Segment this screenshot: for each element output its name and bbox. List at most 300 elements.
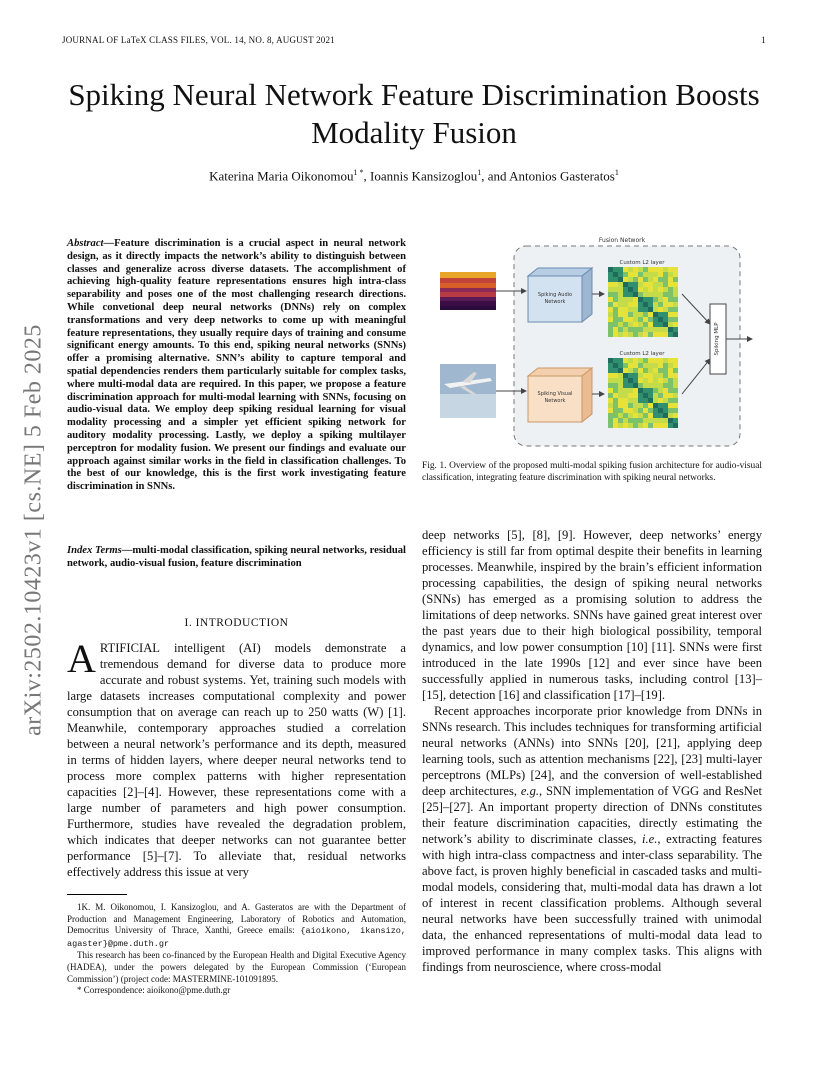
heatmap-cell <box>658 317 663 322</box>
heatmap-cell <box>628 312 633 317</box>
heatmap-cell <box>628 403 633 408</box>
heatmap-cell <box>658 373 663 378</box>
heatmap-cell <box>638 312 643 317</box>
heatmap-cell <box>663 388 668 393</box>
heatmap-cell <box>623 363 628 368</box>
heatmap-cell <box>608 398 613 403</box>
heatmap-cell <box>668 403 673 408</box>
heatmap-cell <box>653 358 658 363</box>
right-p2-part-a: Recent approaches incorporate prior knowledge from DNNs in SNNs research. This includes techniques for transforming artificial neural networks (ANNs) into SNNs [20], [21], applying deep learning tools, such as attention mechanisms [22], [23] multi-layer perceptrons (MLPs) [24], and the conversion of well-established deep architectures, <box>422 704 762 798</box>
heatmap-cell <box>638 373 643 378</box>
heatmap-cell <box>618 418 623 423</box>
heatmap-cell <box>623 287 628 292</box>
heatmap-cell <box>633 368 638 373</box>
heatmap-cell <box>663 373 668 378</box>
heatmap-cell <box>628 287 633 292</box>
heatmap-cell <box>653 322 658 327</box>
heatmap-cell <box>653 282 658 287</box>
heatmap-cell <box>643 277 648 282</box>
abstract <box>67 238 406 494</box>
heatmap-cell <box>628 378 633 383</box>
heatmap-cell <box>608 312 613 317</box>
author-2: , Ioannis Kansizoglou <box>363 168 478 184</box>
heatmap-cell <box>628 292 633 297</box>
heatmap-cell <box>658 322 663 327</box>
heatmap-cell <box>653 327 658 332</box>
heatmap-cell <box>613 393 618 398</box>
heatmap-cell <box>633 287 638 292</box>
fusion-network-label: Fusion Network <box>598 237 646 244</box>
heatmap-cell <box>643 413 648 418</box>
heatmap-cell <box>658 393 663 398</box>
heatmap-cell <box>668 307 673 312</box>
heatmap-cell <box>663 418 668 423</box>
heatmap-cell <box>613 317 618 322</box>
heatmap-cell <box>673 292 678 297</box>
heatmap-cell <box>623 378 628 383</box>
heatmap-cell <box>643 332 648 337</box>
heatmap-cell <box>638 368 643 373</box>
heatmap-cell <box>628 383 633 388</box>
heatmap-cell <box>638 363 643 368</box>
heatmap-cell <box>668 277 673 282</box>
heatmap-cell <box>638 302 643 307</box>
heatmap-cell <box>638 403 643 408</box>
heatmap-cell <box>668 398 673 403</box>
heatmap-cell <box>653 413 658 418</box>
heatmap-cell <box>608 302 613 307</box>
heatmap-cell <box>628 277 633 282</box>
heatmap-cell <box>643 297 648 302</box>
heatmap-cell <box>613 267 618 272</box>
heatmap-cell <box>648 358 653 363</box>
heatmap-cell <box>643 272 648 277</box>
heatmap-cell <box>648 327 653 332</box>
heatmap-cell <box>613 307 618 312</box>
heatmap-cell <box>613 383 618 388</box>
heatmap-cell <box>663 383 668 388</box>
heatmap-cell <box>608 378 613 383</box>
heatmap-cell <box>618 282 623 287</box>
heatmap-cell <box>618 373 623 378</box>
similarity-heatmap-bottom <box>608 358 678 428</box>
heatmap-cell <box>658 277 663 282</box>
footnotes <box>67 902 406 997</box>
audio-spectrogram <box>440 272 496 310</box>
heatmap-cell <box>658 312 663 317</box>
heatmap-cell <box>663 378 668 383</box>
heatmap-cell <box>643 368 648 373</box>
heatmap-cell <box>673 312 678 317</box>
heatmap-cell <box>613 287 618 292</box>
heatmap-cell <box>628 307 633 312</box>
heatmap-cell <box>608 358 613 363</box>
svg-text:Network: Network <box>544 299 566 305</box>
heatmap-cell <box>613 368 618 373</box>
heatmap-cell <box>608 393 613 398</box>
heatmap-cell <box>633 322 638 327</box>
heatmap-cell <box>618 368 623 373</box>
heatmap-cell <box>638 383 643 388</box>
heatmap-cell <box>668 413 673 418</box>
heatmap-cell <box>658 383 663 388</box>
heatmap-cell <box>668 317 673 322</box>
heatmap-cell <box>658 267 663 272</box>
heatmap-cell <box>653 317 658 322</box>
heatmap-cell <box>673 368 678 373</box>
heatmap-cell <box>668 322 673 327</box>
footnote-emails: {aioikono, ikansizo, agaster}@pme.duth.gr <box>67 926 406 949</box>
spiking-audio-network-block <box>528 268 592 322</box>
heatmap-cell <box>628 388 633 393</box>
heatmap-cell <box>643 307 648 312</box>
heatmap-cell <box>668 423 673 428</box>
heatmap-cell <box>618 388 623 393</box>
heatmap-cell <box>663 368 668 373</box>
heatmap-cell <box>643 358 648 363</box>
heatmap-cell <box>613 413 618 418</box>
heatmap-cell <box>643 393 648 398</box>
heatmap-cell <box>648 302 653 307</box>
heatmap-cell <box>653 393 658 398</box>
heatmap-cell <box>638 358 643 363</box>
heatmap-cell <box>673 277 678 282</box>
heatmap-cell <box>663 363 668 368</box>
page-number: 1 <box>761 35 766 45</box>
journal-header: JOURNAL OF LaTeX CLASS FILES, VOL. 14, NO. 8, AUGUST 2021 <box>62 35 335 45</box>
heatmap-cell <box>613 398 618 403</box>
heatmap-cell <box>618 393 623 398</box>
heatmap-cell <box>638 277 643 282</box>
heatmap-cell <box>623 302 628 307</box>
heatmap-cell <box>613 378 618 383</box>
heatmap-cell <box>668 267 673 272</box>
heatmap-cell <box>643 398 648 403</box>
heatmap-cell <box>673 383 678 388</box>
heatmap-cell <box>638 393 643 398</box>
heatmap-cell <box>633 378 638 383</box>
heatmap-cell <box>643 423 648 428</box>
heatmap-cell <box>613 358 618 363</box>
heatmap-cell <box>668 332 673 337</box>
heatmap-cell <box>613 403 618 408</box>
heatmap-cell <box>638 297 643 302</box>
heatmap-cell <box>668 292 673 297</box>
index-terms-text: —multi-modal classification, spiking neural networks, residual network, audio-visual fusion, feature discrimination <box>67 545 406 569</box>
heatmap-cell <box>608 368 613 373</box>
heatmap-cell <box>673 358 678 363</box>
heatmap-cell <box>648 368 653 373</box>
heatmap-cell <box>633 363 638 368</box>
heatmap-cell <box>658 398 663 403</box>
heatmap-cell <box>653 398 658 403</box>
visual-airplane-image <box>440 364 496 418</box>
heatmap-cell <box>668 388 673 393</box>
heatmap-cell <box>663 272 668 277</box>
heatmap-cell <box>653 378 658 383</box>
heatmap-cell <box>613 423 618 428</box>
heatmap-cell <box>648 272 653 277</box>
author-1-affil: 1 * <box>353 168 364 177</box>
heatmap-cell <box>673 373 678 378</box>
heatmap-cell <box>608 317 613 322</box>
heatmap-cell <box>628 327 633 332</box>
heatmap-cell <box>628 358 633 363</box>
heatmap-cell <box>663 398 668 403</box>
arxiv-stamp[interactable]: arXiv:2502.10423v1 [cs.NE] 5 Feb 2025 <box>20 324 47 736</box>
heatmap-cell <box>663 322 668 327</box>
heatmap-cell <box>613 282 618 287</box>
author-1: Katerina Maria Oikonomou <box>209 168 354 184</box>
heatmap-cell <box>658 358 663 363</box>
heatmap-cell <box>643 322 648 327</box>
heatmap-cell <box>623 423 628 428</box>
heatmap-cell <box>608 287 613 292</box>
heatmap-cell <box>653 418 658 423</box>
heatmap-cell <box>663 327 668 332</box>
right-p2-part-b: , SNN implementation of VGG and ResNet [25]–[27]. An important property direction of DNNs constitutes their feature discrimination capacities, directly estimating the network’s ability to discriminate classes, <box>422 784 762 846</box>
heatmap-cell <box>658 297 663 302</box>
heatmap-cell <box>608 332 613 337</box>
heatmap-cell <box>648 393 653 398</box>
running-header <box>62 35 766 45</box>
heatmap-cell <box>613 418 618 423</box>
heatmap-cell <box>663 312 668 317</box>
heatmap-cell <box>628 398 633 403</box>
heatmap-cell <box>653 423 658 428</box>
heatmap-cell <box>638 287 643 292</box>
heatmap-cell <box>628 297 633 302</box>
heatmap-cell <box>623 393 628 398</box>
heatmap-cell <box>658 423 663 428</box>
heatmap-cell <box>623 398 628 403</box>
heatmap-cell <box>608 418 613 423</box>
author-line <box>40 168 788 184</box>
heatmap-cell <box>658 327 663 332</box>
heatmap-cell <box>643 418 648 423</box>
heatmap-cell <box>663 408 668 413</box>
heatmap-cell <box>668 418 673 423</box>
heatmap-cell <box>618 363 623 368</box>
heatmap-cell <box>623 322 628 327</box>
heatmap-cell <box>608 322 613 327</box>
heatmap-cell <box>623 413 628 418</box>
heatmap-cell <box>638 267 643 272</box>
heatmap-cell <box>633 327 638 332</box>
heatmap-cell <box>653 307 658 312</box>
heatmap-cell <box>638 307 643 312</box>
heatmap-cell <box>653 287 658 292</box>
heatmap-cell <box>643 317 648 322</box>
heatmap-cell <box>613 302 618 307</box>
heatmap-cell <box>618 423 623 428</box>
heatmap-cell <box>633 332 638 337</box>
heatmap-cell <box>658 363 663 368</box>
heatmap-cell <box>653 332 658 337</box>
heatmap-cell <box>633 413 638 418</box>
heatmap-cell <box>673 408 678 413</box>
heatmap-cell <box>658 307 663 312</box>
heatmap-cell <box>648 398 653 403</box>
heatmap-cell <box>638 398 643 403</box>
heatmap-cell <box>663 292 668 297</box>
heatmap-cell <box>663 317 668 322</box>
heatmap-cell <box>623 383 628 388</box>
heatmap-cell <box>613 272 618 277</box>
spiking-mlp-label: Spiking MLP <box>714 322 720 356</box>
heatmap-cell <box>618 297 623 302</box>
heatmap-cell <box>623 418 628 423</box>
heatmap-cell <box>623 297 628 302</box>
heatmap-cell <box>638 327 643 332</box>
heatmap-cell <box>618 312 623 317</box>
heatmap-cell <box>673 388 678 393</box>
heatmap-cell <box>673 302 678 307</box>
heatmap-cell <box>628 423 633 428</box>
heatmap-cell <box>658 418 663 423</box>
heatmap-cell <box>663 393 668 398</box>
heatmap-cell <box>633 272 638 277</box>
heatmap-cell <box>648 413 653 418</box>
heatmap-cell <box>673 282 678 287</box>
heatmap-cell <box>608 363 613 368</box>
heatmap-cell <box>668 327 673 332</box>
heatmap-cell <box>663 358 668 363</box>
heatmap-cell <box>613 363 618 368</box>
heatmap-cell <box>648 403 653 408</box>
heatmap-cell <box>633 418 638 423</box>
heatmap-cell <box>618 302 623 307</box>
heatmap-cell <box>663 413 668 418</box>
footnote-affiliation-text: 1K. M. Oikonomou, I. Kansizoglou, and A. Gasteratos are with the Department of Production and Management Engineering, Laboratory of Robotics and Automation, Democritus University of Thrace, Xanthi, Greece emails: <box>67 902 406 936</box>
heatmap-cell <box>618 403 623 408</box>
footnote-affiliation <box>67 902 406 950</box>
heatmap-cell <box>663 282 668 287</box>
svg-text:Spiking Audio: Spiking Audio <box>537 292 573 298</box>
heatmap-cell <box>618 307 623 312</box>
heatmap-cell <box>653 383 658 388</box>
heatmap-cell <box>618 292 623 297</box>
heatmap-cell <box>643 373 648 378</box>
heatmap-cell <box>663 423 668 428</box>
ie-italic: i.e. <box>642 832 658 846</box>
spiking-visual-network-block <box>528 368 592 422</box>
heatmap-cell <box>643 383 648 388</box>
heatmap-cell <box>658 287 663 292</box>
heatmap-cell <box>608 413 613 418</box>
heatmap-cell <box>608 403 613 408</box>
heatmap-cell <box>648 423 653 428</box>
svg-text:Spiking Visual: Spiking Visual <box>537 391 573 397</box>
heatmap-cell <box>648 408 653 413</box>
heatmap-cell <box>633 398 638 403</box>
figure-caption: Fig. 1. Overview of the proposed multi-modal spiking fusion architecture for audio-visual classification, integrating feature discrimination with spiking neural networks. <box>422 461 762 483</box>
heatmap-cell <box>623 388 628 393</box>
heatmap-cell <box>653 403 658 408</box>
heatmap-cell <box>673 287 678 292</box>
heatmap-cell <box>633 423 638 428</box>
heatmap-cell <box>628 413 633 418</box>
heatmap-cell <box>663 302 668 307</box>
author-2-affil: 1 <box>477 168 482 177</box>
svg-text:Network: Network <box>544 398 566 404</box>
heatmap-cell <box>618 287 623 292</box>
heatmap-cell <box>648 287 653 292</box>
heatmap-cell <box>638 408 643 413</box>
heatmap-cell <box>633 408 638 413</box>
footnote-rule <box>67 894 127 895</box>
heatmap-cell <box>608 408 613 413</box>
heatmap-cell <box>638 332 643 337</box>
heatmap-cell <box>623 368 628 373</box>
heatmap-cell <box>623 408 628 413</box>
heatmap-cell <box>613 322 618 327</box>
index-terms <box>67 545 406 571</box>
heatmap-cell <box>623 332 628 337</box>
heatmap-cell <box>608 292 613 297</box>
author-3-affil: 1 <box>614 168 619 177</box>
heatmap-cell <box>668 368 673 373</box>
heatmap-cell <box>668 272 673 277</box>
heatmap-cell <box>638 378 643 383</box>
heatmap-cell <box>673 317 678 322</box>
heatmap-cell <box>648 292 653 297</box>
heatmap-cell <box>668 358 673 363</box>
heatmap-cell <box>633 358 638 363</box>
heatmap-cell <box>623 307 628 312</box>
heatmap-cell <box>618 277 623 282</box>
heatmap-cell <box>673 393 678 398</box>
heatmap-cell <box>628 282 633 287</box>
heatmap-cell <box>648 317 653 322</box>
heatmap-cell <box>668 408 673 413</box>
heatmap-cell <box>673 307 678 312</box>
heatmap-cell <box>623 327 628 332</box>
heatmap-cell <box>658 302 663 307</box>
heatmap-cell <box>653 368 658 373</box>
heatmap-cell <box>608 282 613 287</box>
heatmap-cell <box>673 272 678 277</box>
heatmap-cell <box>668 363 673 368</box>
heatmap-cell <box>633 317 638 322</box>
heatmap-cell <box>648 388 653 393</box>
intro-text: intelligent (AI) models demonstrate a tremendous demand for diverse data to produce more accurate and robust systems. Yet, training such models with large datasets increases computational complexity and power consumption that on average can reach up to 250 watts (W) [1]. Meanwhile, contemporary approaches studied a correlation between a neural network’s performance and its depth, measured in terms of hidden layers, where deeper neural networks tend to process more complex patterns with higher representation capacities [2]–[4]. However, these representations come with a large number of parameters and high power consumption. Furthermore, studies have revealed the degradation problem, which indicates that deeper networks can not guarantee better performance [5]–[7]. To alleviate that, residual networks effectively address this issue at very <box>67 641 406 879</box>
heatmap-cell <box>608 307 613 312</box>
heatmap-cell <box>643 403 648 408</box>
heatmap-cell <box>628 317 633 322</box>
right-paragraph-1: deep networks [5], [8], [9]. However, deep networks’ energy efficiency is still far from optimal despite their benefits in learning processes. Meanwhile, inspired by the brain’s efficient information processing capabilities, the design of spiking neural networks (SNNs) has emerged as a promising solution to address the limitations of deep networks. SNNs have gained great interest over the past years due to their high biological possibility, temporal dynamics, and low power consumption [10] [11]. SNNs were first introduced in the late 1990s [12] and ever since have been successfully applied in numerous tasks, including control [13]–[15], detection [16] and classification [17]–[19]. <box>422 528 762 702</box>
heatmap-cell <box>618 398 623 403</box>
heatmap-cell <box>658 282 663 287</box>
heatmap-cell <box>663 287 668 292</box>
heatmap-cell <box>673 363 678 368</box>
heatmap-cell <box>608 373 613 378</box>
heatmap-cell <box>658 378 663 383</box>
heatmap-cell <box>628 408 633 413</box>
heatmap-cell <box>633 277 638 282</box>
heatmap-cell <box>623 317 628 322</box>
heatmap-cell <box>648 277 653 282</box>
heatmap-cell <box>623 267 628 272</box>
heatmap-cell <box>613 327 618 332</box>
heatmap-cell <box>628 302 633 307</box>
abstract-text: —Feature discrimination is a crucial aspect in neural network design, as it directly impacts the network’s ability to distinguish between classes and generalize across diverse datasets. The accomplishment of achieving high-quality feature representations ensures high intra-class separability and poses one of the most challenging research directions. While convetional deep neural networks (DNNs) rely on complex transformations and very deep networks to come up with meaningful feature representations, they usually require days of training and consume significant energy amounts. To this end, spiking neural networks (SNNs) offer a promising alternative. SNN’s ability to capture temporal and spatial dependencies renders them particularly suitable for complex tasks, where multi-modal data are required. In this paper, we propose a feature discrimination approach for multi-modal learning with SNNs, focusing on audio-visual data. We employ deep spiking residual learning for visual modality processing and a simpler yet efficient spiking network for auditory modality processing. Lastly, we deploy a spiking multilayer perceptron for modality fusion. We present our findings and evaluate our approach against similar works in the field in classification challenges. To the best of our knowledge, this is the first work investigating feature discrimination in SNNs. <box>67 238 406 493</box>
heatmap-cell <box>648 322 653 327</box>
heatmap-cell <box>618 272 623 277</box>
heatmap-cell <box>633 292 638 297</box>
heatmap-cell <box>663 403 668 408</box>
heatmap-cell <box>643 282 648 287</box>
